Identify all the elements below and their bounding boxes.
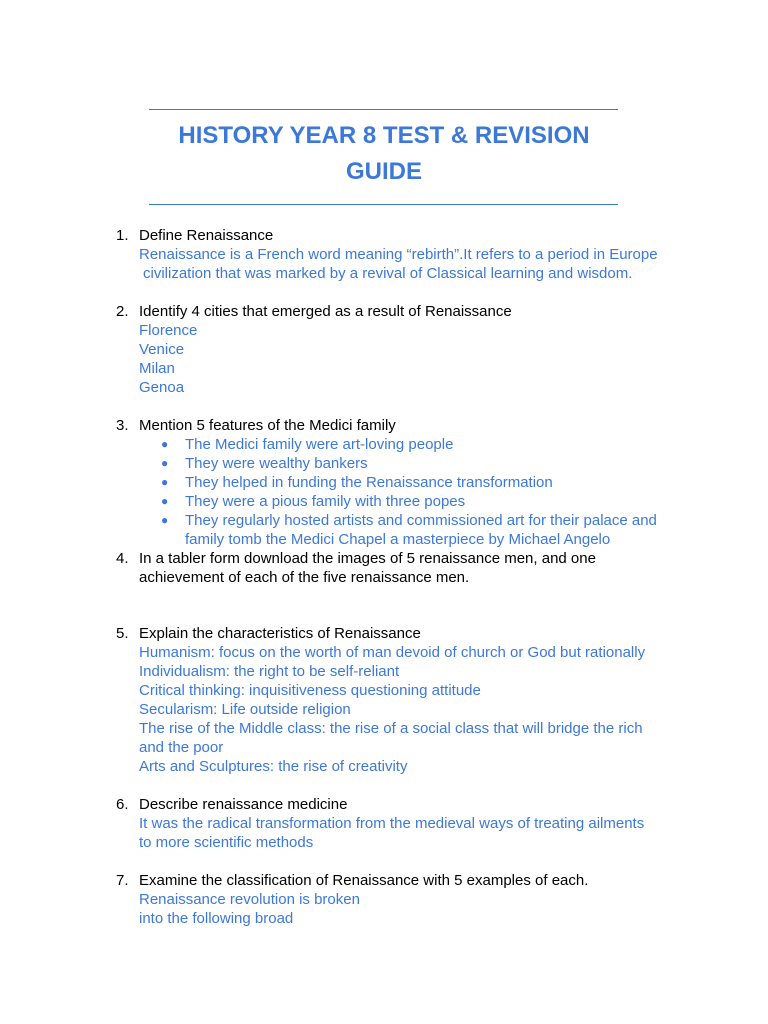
answer-line: Florence [139,322,198,339]
answer-line: Venice [139,341,185,358]
bullet-list [139,435,768,549]
bullet-item: ● The Medici family were art-loving people [161,436,454,453]
bullet-icon: ● [161,456,169,470]
question-text: Describe renaissance medicine [139,796,348,813]
answer-line: to more scientific methods [139,834,314,851]
answer-line: Milan [139,360,175,377]
answer-line: Renaissance is a French word meaning “rebirth”.It refers to a period in Europe [139,246,658,263]
bullet-item: ● They were a pious family with three popes [161,493,466,510]
question-item [0,226,768,283]
question-number: 7. [116,872,129,889]
answer-line: Genoa [139,379,185,396]
answer-line: It was the radical transformation from the medieval ways of treating ailments [139,815,645,832]
bottom-divider [149,204,618,205]
question-item [0,549,614,587]
question-text: Mention 5 features of the Medici family [139,417,396,434]
question-number: 4. [116,550,129,567]
answer-line: Secularism: Life outside religion [139,701,351,718]
answer-line: Individualism: the right to be self-reliant [139,663,400,680]
question-text: Explain the characteristics of Renaissance [139,625,421,642]
question-number: 5. [116,625,129,642]
title-line-2: GUIDE [345,158,422,185]
bullet-item: ● They were wealthy bankers [161,455,368,472]
answer-line: The rise of the Middle class: the rise of a social class that will bridge the rich and the poor [139,720,643,756]
question-number: 3. [116,417,129,434]
question-item [0,871,768,928]
question-number: 2. [116,303,129,320]
question-text: Identify 4 cities that emerged as a result of Renaissance [139,303,512,320]
question-text: Examine the classification of Renaissance with 5 examples of each. [139,872,589,889]
answer-line: Arts and Sculptures: the rise of creativity [139,758,408,775]
bullet-icon: ● [161,494,169,508]
question-number: 6. [116,796,129,813]
title-line-1: HISTORY YEAR 8 TEST & REVISION [178,122,590,149]
answer-line: civilization that was marked by a revival of Classical learning and wisdom. [143,265,633,282]
bullet-item: ● They regularly hosted artists and commissioned art for their palace and family tomb the Medici Chapel a masterpiece by Michael Angelo [161,512,657,548]
question-text: In a tabler form download the images of 5 renaissance men, and one achievement of each of the five renaissance men. [139,550,596,586]
question-text: Define Renaissance [139,227,274,244]
question-item [0,795,768,852]
answer-line: Critical thinking: inquisitiveness questioning attitude [139,682,481,699]
answer-line: Humanism: focus on the worth of man devoid of church or God but rationally [139,644,646,661]
question-item [0,302,768,397]
bullet-icon: ● [161,437,169,451]
page-title [140,118,628,190]
question-list [0,226,768,928]
question-item [0,624,669,776]
question-item [0,416,768,549]
question-number: 1. [116,227,129,244]
bullet-icon: ● [161,475,169,489]
answer-line: Renaissance revolution is broken [139,891,360,908]
answer-line: into the following broad [139,910,294,927]
bullet-item: ● They helped in funding the Renaissance transformation [161,474,553,491]
top-divider [149,109,618,110]
bullet-icon: ● [161,513,169,527]
